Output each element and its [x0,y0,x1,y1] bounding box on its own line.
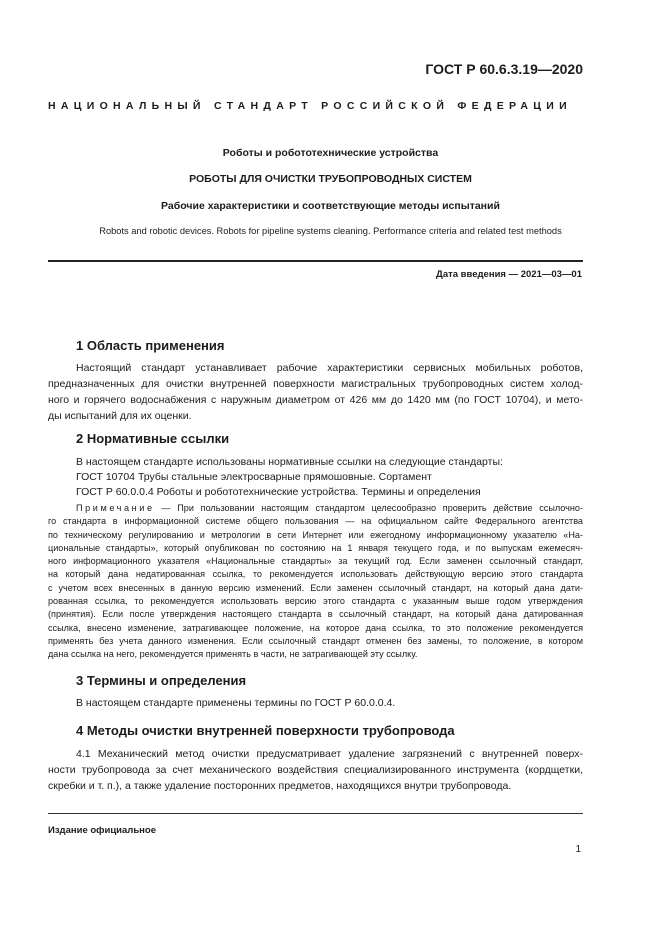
header-rule [48,260,583,262]
title-main: РОБОТЫ ДЛЯ ОЧИСТКИ ТРУБОПРОВОДНЫХ СИСТЕМ [189,173,472,185]
reference-item: ГОСТ Р 60.0.0.4 Роботы и робототехнические устройства. Термины и определения [76,486,481,498]
edition-label: Издание официальное [48,825,156,836]
note-label: Примечание [76,503,155,513]
note-first-text: — При пользовании настоящим стандартом целесообразно проверить действие ссылочно- [154,503,583,513]
title-group: Роботы и робототехнические устройства [222,147,439,159]
section-4-text [48,746,583,794]
text-line: ды испытаний для их оценки. [48,410,192,422]
references-intro: В настоящем стандарте использованы нормативные ссылки на следующие стандарты: [76,456,503,468]
note-line: го стандарта в информационной системе общего пользования — на официальном сайте Федерального агентства [48,516,583,527]
note-first-line [48,502,583,515]
note-line: применять без учета данного изменения. Если ссылочный стандарт отменен без замены, то положение, в котором [48,635,583,646]
note-block [48,502,583,662]
text-line: предназначенных для очистки внутренней поверхности магистральных трубопроводных систем холод- [48,378,583,390]
text-line: Настоящий стандарт устанавливает рабочие характеристики сервисных мобильных роботов, [76,362,583,374]
title-english: Robots and robotic devices. Robots for pipeline systems cleaning. Performance criteria and related test methods [99,226,562,236]
note-line: рованная ссылка, то рекомендуется использовать версию этого стандарта с указанным выше годом утверждения [48,596,583,607]
text-line: ного и горячего водоснабжения с наружным диаметром от 426 мм до 1420 мм (по ГОСТ 10704), и мето- [48,394,583,406]
references-block [76,455,503,500]
note-line: на который дана недатированная ссылка, то рекомендуется использовать действующую версию этого стандарта [48,569,583,580]
intro-date: Дата введения — 2021—03—01 [436,269,582,280]
note-line: ного информационного указателя «Национальные стандарты» за текущий год. Если заменен ссылочный стандарт, [48,556,583,567]
title-sub: Рабочие характеристики и соответствующие методы испытаний [161,200,500,212]
footer-rule [48,813,583,814]
document-id: ГОСТ Р 60.6.3.19—2020 [425,61,583,77]
section-2-heading: 2 Нормативные ссылки [76,431,230,446]
note-line: (принятия). Если после утверждения настоящего стандарта в ссылочный стандарт, на который дана датированная [48,609,583,620]
section-1-text [48,360,583,424]
section-4-heading: 4 Методы очистки внутренней поверхности трубопровода [76,723,455,738]
text-line: 4.1 Механический метод очистки предусматривает удаление загрязнений с внутренней поверх- [76,748,583,760]
text-line: ности трубопровода за счет механического воздействия специализированного инструмента (кордщетки, [48,764,583,776]
section-1-heading: 1 Область применения [76,338,225,353]
note-line: с учетом всех внесенных в данную версию изменений. Если заменен ссылочный стандарт, на который дана дати- [48,582,583,593]
section-3-text: В настоящем стандарте применены термины по ГОСТ Р 60.0.0.4. [76,697,396,709]
note-line: циональные стандарты», который опубликован по состоянию на 1 января текущего года, и по выпускам ежемесяч- [48,542,583,553]
note-line: дана ссылка на него, рекомендуется применять в части, не затрагивающей эту ссылку. [48,649,418,660]
page-number: 1 [575,844,581,855]
note-line: по техническому регулированию и метрологии в сети Интернет или ежегодному информационному указателю «На- [48,529,583,540]
national-standard-heading: НАЦИОНАЛЬНЫЙ СТАНДАРТ РОССИЙСКОЙ ФЕДЕРАЦИИ [48,100,572,112]
text-line: скребки и т. п.), а также удаление посторонних предметов, находящихся внутри трубопровода. [48,780,512,792]
reference-item: ГОСТ 10704 Трубы стальные электросварные прямошовные. Сортамент [76,471,432,483]
note-line: ссылка, внесено изменение, затрагивающее положение, на которое дана ссылка, то это положение рекомендуется [48,622,583,633]
section-3-heading: 3 Термины и определения [76,673,247,688]
